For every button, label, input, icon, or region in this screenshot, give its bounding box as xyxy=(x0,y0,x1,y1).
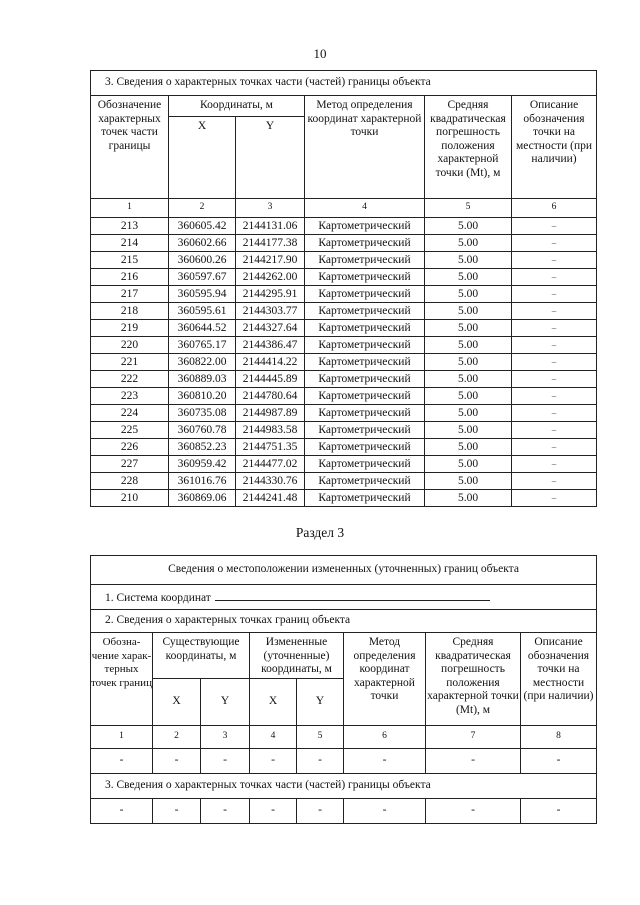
column-number-5: 5 xyxy=(297,726,344,749)
column-number-3: 3 xyxy=(201,726,250,749)
error-value: 5.00 xyxy=(425,303,512,320)
coord-x: 360869.06 xyxy=(169,490,236,507)
table-row xyxy=(91,371,597,388)
method: Картометрический xyxy=(305,252,425,269)
coord-y: 2144780.64 xyxy=(236,388,305,405)
header2-changed-y: Y xyxy=(297,679,344,726)
column-number-6: 6 xyxy=(344,726,426,749)
coord-system-row xyxy=(91,585,597,610)
coord-system-blank-line xyxy=(215,589,490,601)
header2-desc: Описание обозначения точки на местности (при наличии) xyxy=(521,633,597,726)
point-id: 214 xyxy=(91,235,169,252)
part-boundary-points-table xyxy=(90,70,597,507)
header2-existing-y: Y xyxy=(201,679,250,726)
method: Картометрический xyxy=(305,337,425,354)
column-numbers-row-2 xyxy=(91,726,597,749)
coord-x: 360852.23 xyxy=(169,439,236,456)
coord-y: 2144303.77 xyxy=(236,303,305,320)
point-description: – xyxy=(512,473,597,490)
method: Картометрический xyxy=(305,456,425,473)
point-description: – xyxy=(512,269,597,286)
coord-y: 2144131.06 xyxy=(236,218,305,235)
table-row xyxy=(91,456,597,473)
coord-y: 2144751.35 xyxy=(236,439,305,456)
point-description: – xyxy=(512,456,597,473)
header-desc: Описание обозначения точки на местности (при наличии) xyxy=(512,96,597,199)
error-value: 5.00 xyxy=(425,422,512,439)
column-number-7: 7 xyxy=(426,726,521,749)
table-row xyxy=(91,354,597,371)
method: Картометрический xyxy=(305,320,425,337)
coord-y: 2144414.22 xyxy=(236,354,305,371)
point-id: 224 xyxy=(91,405,169,422)
table-row xyxy=(91,218,597,235)
column-number-4: 4 xyxy=(305,199,425,218)
coord-y: 2144241.48 xyxy=(236,490,305,507)
coord-x: 360822.00 xyxy=(169,354,236,371)
header-y: Y xyxy=(236,117,305,199)
dash-row xyxy=(91,749,597,774)
dash-cell: - xyxy=(297,749,344,774)
header-coords: Координаты, м xyxy=(169,96,305,117)
dash-cell: - xyxy=(297,799,344,824)
dash-cell: - xyxy=(201,799,250,824)
coord-x: 360597.67 xyxy=(169,269,236,286)
point-id: 210 xyxy=(91,490,169,507)
header2-changed: Измененные (уточненные) координаты, м xyxy=(250,633,344,679)
table-row xyxy=(91,439,597,456)
table-row xyxy=(91,337,597,354)
error-value: 5.00 xyxy=(425,405,512,422)
coord-x: 360644.52 xyxy=(169,320,236,337)
dash-cell: - xyxy=(426,799,521,824)
point-description: – xyxy=(512,320,597,337)
coord-x: 360810.20 xyxy=(169,388,236,405)
error-value: 5.00 xyxy=(425,320,512,337)
header-method: Метод определения координат характерной точки xyxy=(305,96,425,199)
dash-cell: - xyxy=(250,799,297,824)
coord-y: 2144386.47 xyxy=(236,337,305,354)
coord-x: 360765.17 xyxy=(169,337,236,354)
method: Картометрический xyxy=(305,473,425,490)
table1-title: 3. Сведения о характерных точках части (частей) границы объекта xyxy=(105,76,431,89)
header-point: Обозначение характерных точек части границы xyxy=(91,96,169,199)
point-description: – xyxy=(512,490,597,507)
error-value: 5.00 xyxy=(425,371,512,388)
table-row xyxy=(91,320,597,337)
method: Картометрический xyxy=(305,490,425,507)
header2-error: Средняя квадратическая погрешность положения характерной точки (Mt), м xyxy=(426,633,521,726)
column-number-2: 2 xyxy=(153,726,201,749)
error-value: 5.00 xyxy=(425,456,512,473)
point-id: 227 xyxy=(91,456,169,473)
point-id: 223 xyxy=(91,388,169,405)
point-description: – xyxy=(512,405,597,422)
table-row xyxy=(91,252,597,269)
point-description: – xyxy=(512,218,597,235)
point-description: – xyxy=(512,337,597,354)
dash-cell: - xyxy=(521,749,597,774)
dash-cell: - xyxy=(344,799,426,824)
point-description: – xyxy=(512,422,597,439)
dash-cell: - xyxy=(250,749,297,774)
dash-cell: - xyxy=(201,749,250,774)
error-value: 5.00 xyxy=(425,269,512,286)
column-number-2: 2 xyxy=(169,199,236,218)
header-x: X xyxy=(169,117,236,199)
point-description: – xyxy=(512,286,597,303)
coord-y: 2144477.02 xyxy=(236,456,305,473)
table-row xyxy=(91,473,597,490)
coord-x: 360595.94 xyxy=(169,286,236,303)
coord-x: 360602.66 xyxy=(169,235,236,252)
coord-y: 2144217.90 xyxy=(236,252,305,269)
table-row xyxy=(91,235,597,252)
point-id: 225 xyxy=(91,422,169,439)
coord-y: 2144177.38 xyxy=(236,235,305,252)
dash-cell: - xyxy=(521,799,597,824)
point-description: – xyxy=(512,439,597,456)
point-id: 219 xyxy=(91,320,169,337)
changed-boundaries-table xyxy=(90,555,597,824)
method: Картометрический xyxy=(305,235,425,252)
method: Картометрический xyxy=(305,218,425,235)
point-description: – xyxy=(512,388,597,405)
point-description: – xyxy=(512,235,597,252)
error-value: 5.00 xyxy=(425,235,512,252)
point-description: – xyxy=(512,371,597,388)
coord-x: 360595.61 xyxy=(169,303,236,320)
coord-y: 2144327.64 xyxy=(236,320,305,337)
method: Картометрический xyxy=(305,286,425,303)
page-number: 10 xyxy=(313,46,327,61)
point-id: 217 xyxy=(91,286,169,303)
table-row xyxy=(91,490,597,507)
coord-x: 360605.42 xyxy=(169,218,236,235)
column-number-1: 1 xyxy=(91,199,169,218)
point-id: 228 xyxy=(91,473,169,490)
error-value: 5.00 xyxy=(425,218,512,235)
column-number-8: 8 xyxy=(521,726,597,749)
error-value: 5.00 xyxy=(425,490,512,507)
coord-y: 2144987.89 xyxy=(236,405,305,422)
coord-y: 2144445.89 xyxy=(236,371,305,388)
column-numbers-row xyxy=(91,199,597,218)
column-number-5: 5 xyxy=(425,199,512,218)
method: Картометрический xyxy=(305,303,425,320)
table-row xyxy=(91,286,597,303)
section-title: Раздел 3 xyxy=(295,525,345,540)
dash-cell: - xyxy=(91,799,153,824)
coord-x: 360760.78 xyxy=(169,422,236,439)
method: Картометрический xyxy=(305,269,425,286)
table-row xyxy=(91,269,597,286)
coord-y: 2144295.91 xyxy=(236,286,305,303)
header2-changed-x: X xyxy=(250,679,297,726)
table-row xyxy=(91,388,597,405)
header2-method: Метод определения координат характерной точки xyxy=(344,633,426,726)
part-points-label: 3. Сведения о характерных точках части (частей) границы объекта xyxy=(91,774,597,799)
point-id: 221 xyxy=(91,354,169,371)
coord-x: 361016.76 xyxy=(169,473,236,490)
coord-y: 2144983.58 xyxy=(236,422,305,439)
point-id: 213 xyxy=(91,218,169,235)
error-value: 5.00 xyxy=(425,252,512,269)
coord-x: 360889.03 xyxy=(169,371,236,388)
error-value: 5.00 xyxy=(425,388,512,405)
column-number-6: 6 xyxy=(512,199,597,218)
point-id: 218 xyxy=(91,303,169,320)
table-row xyxy=(91,303,597,320)
dash-cell: - xyxy=(153,749,201,774)
method: Картометрический xyxy=(305,405,425,422)
method: Картометрический xyxy=(305,439,425,456)
point-description: – xyxy=(512,354,597,371)
coord-x: 360600.26 xyxy=(169,252,236,269)
point-id: 226 xyxy=(91,439,169,456)
coord-system-label: 1. Система координат xyxy=(105,591,211,604)
coord-y: 2144330.76 xyxy=(236,473,305,490)
dash-cell: - xyxy=(426,749,521,774)
point-description: – xyxy=(512,252,597,269)
error-value: 5.00 xyxy=(425,439,512,456)
method: Картометрический xyxy=(305,371,425,388)
method: Картометрический xyxy=(305,422,425,439)
dash-cell: - xyxy=(91,749,153,774)
error-value: 5.00 xyxy=(425,354,512,371)
column-number-3: 3 xyxy=(236,199,305,218)
coord-x: 360735.08 xyxy=(169,405,236,422)
header-error: Средняя квадратическая погрешность положения характерной точки (Mt), м xyxy=(425,96,512,199)
column-number-1: 1 xyxy=(91,726,153,749)
point-id: 220 xyxy=(91,337,169,354)
error-value: 5.00 xyxy=(425,337,512,354)
point-id: 216 xyxy=(91,269,169,286)
error-value: 5.00 xyxy=(425,473,512,490)
table2-title: Сведения о местоположении измененных (уточненных) границ объекта xyxy=(91,556,597,585)
dash-row-2 xyxy=(91,799,597,824)
table-row xyxy=(91,405,597,422)
header2-existing: Существующие координаты, м xyxy=(153,633,250,679)
coord-x: 360959.42 xyxy=(169,456,236,473)
error-value: 5.00 xyxy=(425,286,512,303)
method: Картометрический xyxy=(305,388,425,405)
table-row xyxy=(91,422,597,439)
method: Картометрический xyxy=(305,354,425,371)
point-id: 222 xyxy=(91,371,169,388)
point-description: – xyxy=(512,303,597,320)
header2-point: Обозна-чение харак-терных точек границ xyxy=(91,633,153,726)
coord-y: 2144262.00 xyxy=(236,269,305,286)
dash-cell: - xyxy=(344,749,426,774)
point-id: 215 xyxy=(91,252,169,269)
column-number-4: 4 xyxy=(250,726,297,749)
dash-cell: - xyxy=(153,799,201,824)
header2-existing-x: X xyxy=(153,679,201,726)
char-points-label: 2. Сведения о характерных точках границ объекта xyxy=(91,610,597,633)
